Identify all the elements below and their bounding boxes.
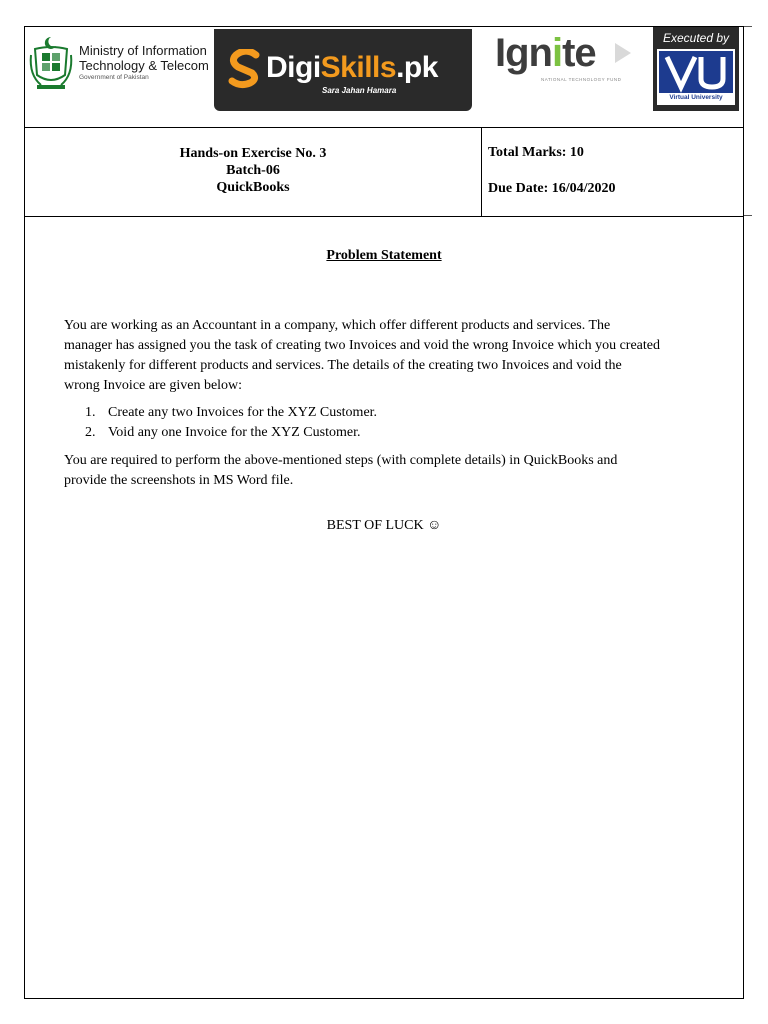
ignite-tagline: NATIONAL TECHNOLOGY FUND xyxy=(541,77,622,82)
instruction-line: You are required to perform the above-mentioned steps (with complete details) in QuickBooks and xyxy=(64,453,618,468)
header-column-divider xyxy=(481,127,482,216)
vu-mark xyxy=(659,51,733,93)
ignite-logo xyxy=(495,31,635,91)
digiskills-tagline: Sara Jahan Hamara xyxy=(322,86,397,95)
spacer xyxy=(488,163,616,181)
header-divider-bottom xyxy=(25,216,743,217)
intro-line: mistakenly for different products and services. The details of the creating two Invoices and void the xyxy=(64,358,622,373)
ministry-line-3: Government of Pakistan xyxy=(79,74,149,81)
exercise-info xyxy=(25,145,481,196)
margin-tick xyxy=(744,215,752,216)
step-number: 2. xyxy=(85,425,96,440)
instruction-paragraph xyxy=(64,451,714,491)
vu-name: Virtual University xyxy=(669,94,723,101)
digiskills-s-icon xyxy=(228,49,262,89)
step-text: Void any one Invoice for the XYZ Customer. xyxy=(108,425,361,440)
step-number: 1. xyxy=(85,405,96,420)
intro-line: wrong Invoice are given below: xyxy=(64,378,243,393)
step-text: Create any two Invoices for the XYZ Customer. xyxy=(108,405,378,420)
vu-letters-icon xyxy=(659,51,733,93)
ministry-line-2: Technology & Telecom xyxy=(79,58,209,73)
vu-logo xyxy=(653,27,739,111)
batch-label: Batch-06 xyxy=(226,163,280,178)
digiskills-wordmark xyxy=(266,51,438,85)
total-marks: Total Marks: 10 xyxy=(488,145,584,160)
ignite-part-2: i xyxy=(551,31,563,75)
digiskills-logo xyxy=(214,29,472,111)
ignite-part-3: te xyxy=(562,31,596,75)
course-name: QuickBooks xyxy=(216,180,290,195)
margin-tick xyxy=(744,26,752,27)
exercise-number: Hands-on Exercise No. 3 xyxy=(179,146,327,161)
ministry-line-1: Ministry of Information xyxy=(79,43,207,58)
list-item xyxy=(64,403,684,423)
ignite-arrow-icon xyxy=(613,41,633,65)
intro-paragraph xyxy=(64,316,714,396)
marks-info xyxy=(488,145,616,199)
pakistan-emblem-icon xyxy=(27,35,75,93)
digiskills-part-2: Skills xyxy=(320,51,397,84)
ignite-wordmark xyxy=(495,31,596,76)
ignite-part-1: Ign xyxy=(495,31,552,75)
ministry-name xyxy=(79,43,209,82)
problem-statement-title: Problem Statement xyxy=(326,248,442,263)
executed-by-label: Executed by xyxy=(662,31,730,45)
best-of-luck: BEST OF LUCK ☺ xyxy=(326,518,442,533)
document-frame xyxy=(24,26,744,999)
steps-list xyxy=(64,403,684,443)
instruction-line: provide the screenshots in MS Word file. xyxy=(64,473,294,488)
ministry-logo xyxy=(27,35,217,95)
due-date: Due Date: 16/04/2020 xyxy=(488,181,616,196)
digiskills-part-3: .pk xyxy=(396,51,438,84)
intro-line: manager has assigned you the task of creating two Invoices and void the wrong Invoice which you created xyxy=(64,338,660,353)
vu-badge xyxy=(657,49,735,105)
intro-line: You are working as an Accountant in a company, which offer different products and services. The xyxy=(64,318,611,333)
list-item xyxy=(64,423,684,443)
digiskills-part-1: Digi xyxy=(266,51,321,84)
header-divider-top xyxy=(25,127,743,128)
